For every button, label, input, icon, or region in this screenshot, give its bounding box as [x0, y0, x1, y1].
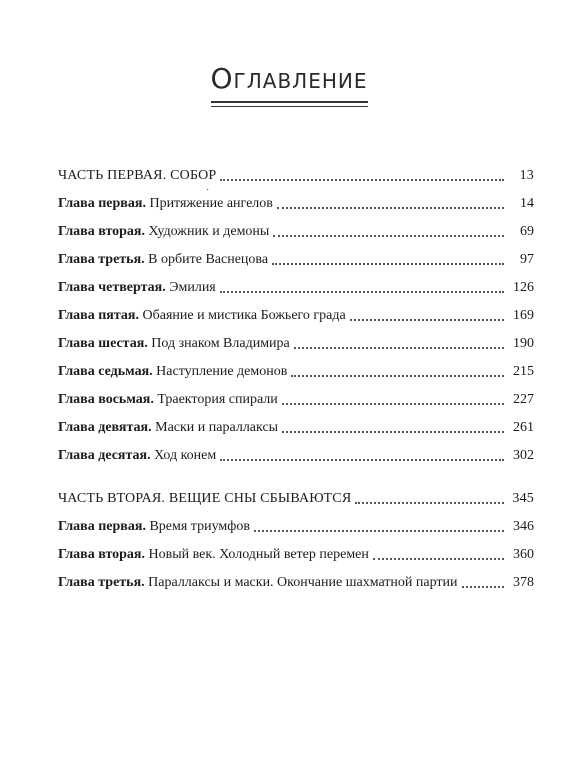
part-title: ЧАСТЬ ПЕРВАЯ. СОБОР [58, 168, 217, 183]
chapter-label: Глава шестая. [58, 336, 148, 351]
page-number: 13 [519, 168, 534, 183]
chapter-entry[interactable] [58, 222, 534, 242]
chapter-entry[interactable] [58, 545, 534, 565]
chapter-title: Под знаком Владимира [151, 336, 290, 351]
page-number: 126 [513, 280, 534, 295]
dot-leader [350, 318, 504, 321]
part-entry[interactable] [58, 166, 534, 186]
chapter-label-group [58, 194, 273, 214]
chapter-label-group [58, 278, 216, 298]
dot-leader [462, 585, 504, 588]
page-number: 302 [513, 448, 534, 463]
chapter-title: Время триумфов [149, 519, 250, 534]
chapter-label: Глава первая. [58, 196, 146, 211]
page-number: 97 [520, 252, 534, 267]
page-number: 215 [513, 364, 534, 379]
page-number: 345 [512, 491, 534, 506]
chapter-entry[interactable] [58, 194, 534, 214]
dot-leader [277, 206, 504, 209]
dot-leader [254, 529, 504, 532]
chapter-label: Глава девятая. [58, 420, 152, 435]
toc-title-block [0, 62, 578, 103]
chapter-label: Глава вторая. [58, 224, 146, 239]
dot-leader [220, 290, 504, 293]
page-number: 360 [513, 547, 534, 562]
chapter-label-group [58, 573, 458, 593]
part-title: ЧАСТЬ ВТОРАЯ. ВЕЩИЕ СНЫ СБЫВАЮТСЯ [58, 491, 352, 506]
chapter-entry[interactable] [58, 362, 534, 382]
chapter-label: Глава пятая. [58, 308, 140, 323]
dot-leader [373, 557, 504, 560]
chapter-title: Маски и параллаксы [155, 420, 279, 435]
chapter-label: Глава четвертая. [58, 280, 166, 295]
chapter-label: Глава третья. [58, 252, 145, 267]
chapter-entry[interactable] [58, 573, 534, 593]
page-number: 169 [513, 308, 534, 323]
chapter-label-group [58, 545, 369, 565]
stray-mark: · [206, 185, 210, 196]
chapter-entry[interactable] [58, 446, 534, 466]
chapter-label-group [58, 390, 278, 410]
dot-leader [294, 346, 504, 349]
chapter-label-group [58, 517, 250, 537]
chapter-label-group [58, 446, 216, 466]
chapter-label: Глава вторая. [58, 547, 146, 562]
chapter-entry[interactable] [58, 517, 534, 537]
chapter-label-group [58, 418, 278, 438]
chapter-label: Глава первая. [58, 519, 146, 534]
page-number: 190 [513, 336, 534, 351]
dot-leader [273, 234, 504, 237]
chapter-label-group [58, 362, 287, 382]
part-entry[interactable] [58, 489, 534, 509]
page-number: 346 [513, 519, 534, 534]
chapter-entry[interactable] [58, 306, 534, 326]
chapter-label-group [58, 222, 269, 242]
toc-title: Оглавление [211, 62, 368, 103]
dot-leader [272, 262, 504, 265]
page-number: 14 [520, 196, 534, 211]
chapter-title: В орбите Васнецова [148, 252, 269, 267]
chapter-title: Траектория спирали [157, 392, 278, 407]
chapter-entry[interactable] [58, 334, 534, 354]
chapter-title: Ход конем [154, 448, 217, 463]
chapter-entry[interactable] [58, 418, 534, 438]
page-number: 261 [513, 420, 534, 435]
chapter-title: Параллаксы и маски. Окончание шахматной партии [148, 575, 458, 590]
chapter-label: Глава восьмая. [58, 392, 154, 407]
chapter-entry[interactable] [58, 250, 534, 270]
chapter-title: Эмилия [169, 280, 216, 295]
page-number: 378 [513, 575, 534, 590]
chapter-title: Художник и демоны [148, 224, 270, 239]
dot-leader [282, 430, 504, 433]
chapter-label: Глава третья. [58, 575, 145, 590]
chapter-label-group [58, 306, 346, 326]
chapter-label: Глава десятая. [58, 448, 151, 463]
page-number: 227 [513, 392, 534, 407]
dot-leader [355, 501, 504, 504]
chapter-title: Наступление демонов [156, 364, 288, 379]
chapter-label: Глава седьмая. [58, 364, 153, 379]
dot-leader [291, 374, 504, 377]
dot-leader [282, 402, 504, 405]
chapter-entry[interactable] [58, 278, 534, 298]
dot-leader [220, 178, 504, 181]
chapter-title: Обаяние и мистика Божьего града [142, 308, 346, 323]
chapter-label-group [58, 334, 290, 354]
chapter-label-group [58, 250, 268, 270]
chapter-entry[interactable] [58, 390, 534, 410]
chapter-title: Новый век. Холодный ветер перемен [148, 547, 369, 562]
dot-leader [220, 458, 504, 461]
chapter-title: Притяжение ангелов [149, 196, 273, 211]
page-number: 69 [520, 224, 534, 239]
